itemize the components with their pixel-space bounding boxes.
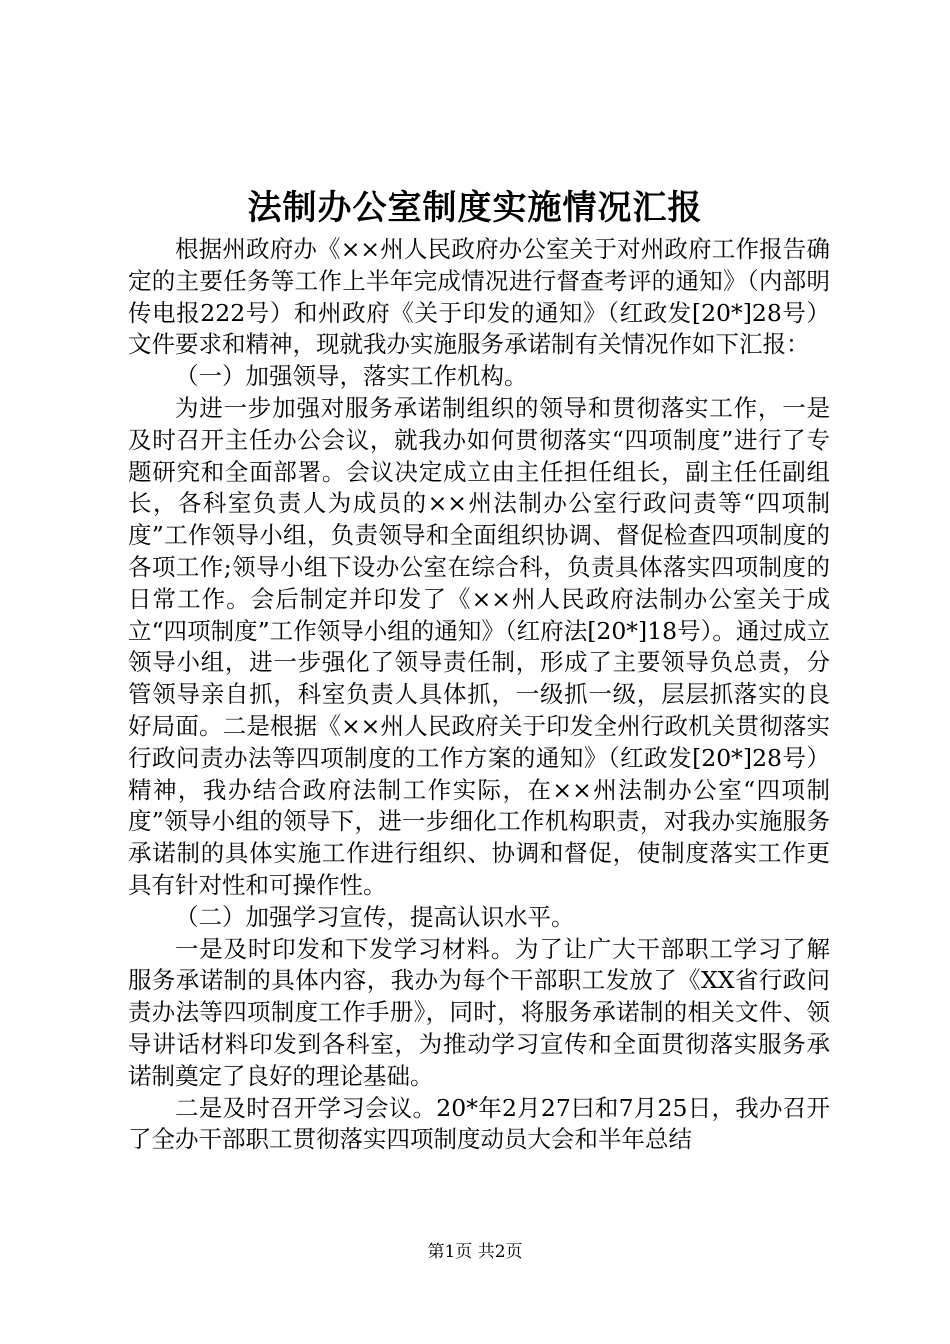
section-heading-2: （二）加强学习宣传，提高认识水平。 bbox=[175, 902, 575, 931]
paragraph-study-materials: 一是及时印发和下发学习材料。为了让广大干部职工学习了解服务承诺制的具体内容，我办为每个干部职工发放了《XX省行政问责办法等四项制度工作手册》，同时，将服务承诺制的相关文件、领导讲话材料印发到各科室，为推动学习宣传和全面贯彻落实服务承诺制奠定了良好的理论基础。 bbox=[128, 934, 830, 1090]
document-body bbox=[128, 234, 830, 1156]
paragraph-intro: 根据州政府办《××州人民政府办公室关于对州政府工作报告确定的主要任务等工作上半年完成情况进行督查考评的通知》（内部明传电报222号）和州政府《关于印发的通知》（红政发[20*]28号）文件要求和精神，现就我办实施服务承诺制有关情况作如下汇报： bbox=[128, 235, 830, 359]
document-title: 法制办公室制度实施情况汇报 bbox=[247, 188, 703, 228]
page-footer: 第1页 共2页 bbox=[427, 1242, 523, 1262]
section-heading-1: （一）加强领导，落实工作机构。 bbox=[175, 362, 528, 391]
paragraph-study-meetings: 二是及时召开学习会议。20*年2月27曰和7月25日，我办召开了全办干部职工贯彻落实四项制度动员大会和半年总结 bbox=[128, 1093, 830, 1154]
paragraph-section-1: 为进一步加强对服务承诺制组织的领导和贯彻落实工作，一是及时召开主任办公会议，就我办如何贯彻落实“四项制度”进行了专题研究和全面部署。会议决定成立由主任担任组长，副主任任副组长，各科室负责人为成员的××州法制办公室行政问责等“四项制度”工作领导小组，负责领导和全面组织协调、督促检查四项制度的各项工作;领导小组下设办公室在综合科，负责具体落实四项制度的日常工作。会后制定并印发了《××州人民政府法制办公室关于成立“四项制度”工作领导小组的通知》（红府法[20*]18号）。通过成立领导小组，进一步强化了领导责任制，形成了主要领导负总责，分管领导亲自抓，科室负责人具体抓，一级抓一级，层层抓落实的良好局面。二是根据《××州人民政府关于印发全州行政机关贯彻落实行政问责办法等四项制度的工作方案的通知》（红政发[20*]28号）精神，我办结合政府法制工作实际，在××州法制办公室“四项制度”领导小组的领导下，进一步细化工作机构职责，对我办实施服务承诺制的具体实施工作进行组织、协调和督促，使制度落实工作更具有针对性和可操作性。 bbox=[128, 393, 830, 899]
